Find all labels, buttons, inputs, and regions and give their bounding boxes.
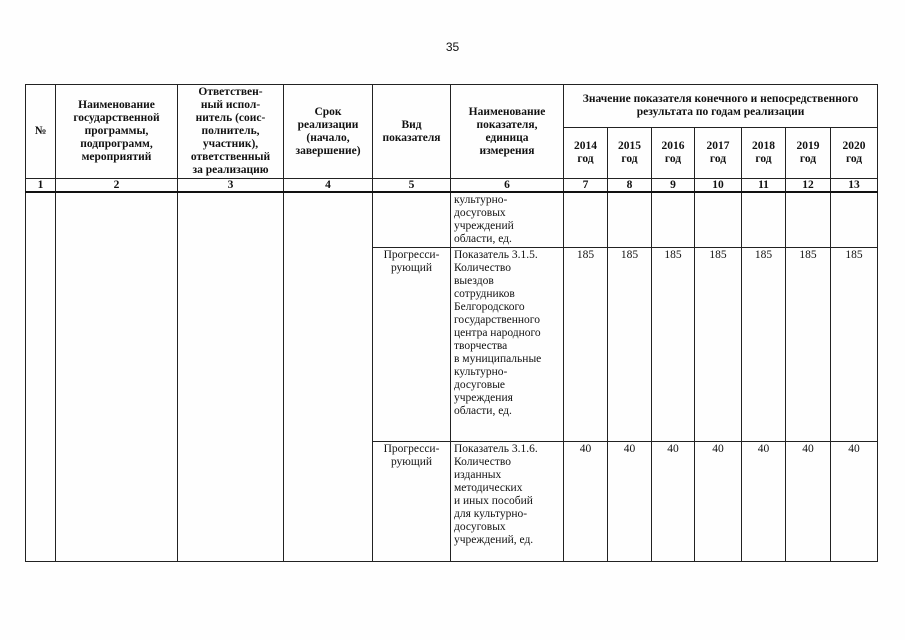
cell-value: 40 [786,442,831,562]
cell-indicator-type: Прогресси- рующий [373,442,451,562]
cell-period [284,192,373,562]
cell-program-name [56,192,178,562]
cell-value: 185 [695,248,742,442]
cell-value [608,192,652,248]
cell-value [695,192,742,248]
cell-indicator-name: Показатель 3.1.5. Количество выездов сотрудников Белгородского государственного центра народного творчества в муниципальные культурно- досуговые учреждения области, ед. [451,248,564,442]
column-number: 9 [652,179,695,193]
cell-value: 185 [742,248,786,442]
cell-indicator-name: культурно- досуговых учреждений области, ед. [451,192,564,248]
header-year-2019: 2019 год [786,127,831,178]
header-period: Срок реализации (начало, завершение) [284,85,373,179]
header-year-2015: 2015 год [608,127,652,178]
cell-value: 40 [652,442,695,562]
cell-value [831,192,878,248]
cell-indicator-type: Прогресси- рующий [373,248,451,442]
cell-value [652,192,695,248]
column-number: 3 [178,179,284,193]
cell-value [564,192,608,248]
cell-value: 40 [742,442,786,562]
column-number-row [26,179,878,193]
cell-value: 185 [608,248,652,442]
cell-value: 185 [564,248,608,442]
cell-value: 185 [786,248,831,442]
cell-responsible [178,192,284,562]
cell-indicator-name: Показатель 3.1.6. Количество изданных методических и иных пособий для культурно- досуговых учреждений, ед. [451,442,564,562]
header-year-2014: 2014 год [564,127,608,178]
column-number: 4 [284,179,373,193]
cell-value: 40 [695,442,742,562]
column-number: 8 [608,179,652,193]
header-year-2016: 2016 год [652,127,695,178]
header-indicator-name: Наименование показателя, единица измерения [451,85,564,179]
column-number: 2 [56,179,178,193]
indicator-table [25,84,878,562]
column-number: 5 [373,179,451,193]
cell-value: 185 [652,248,695,442]
table-row [26,192,878,248]
page-number: 35 [445,40,460,54]
header-year-2018: 2018 год [742,127,786,178]
cell-value [742,192,786,248]
column-number: 7 [564,179,608,193]
cell-value: 40 [564,442,608,562]
column-number: 10 [695,179,742,193]
cell-value: 40 [831,442,878,562]
cell-value [786,192,831,248]
header-values-group: Значение показателя конечного и непосредственного результата по годам реализации [564,85,878,128]
cell-indicator-type [373,192,451,248]
header-program-name: Наименование государственной программы, подпрограмм, мероприятий [56,85,178,179]
header-indicator-type: Вид показателя [373,85,451,179]
column-number: 1 [26,179,56,193]
column-number: 12 [786,179,831,193]
header-year-2020: 2020 год [831,127,878,178]
header-year-2017: 2017 год [695,127,742,178]
column-number: 11 [742,179,786,193]
column-number: 13 [831,179,878,193]
cell-value: 40 [608,442,652,562]
header-responsible: Ответствен- ный испол- нитель (соис- полнитель, участник), ответственный за реализацию [178,85,284,179]
cell-value: 185 [831,248,878,442]
header-number: № [26,85,56,179]
cell-number [26,192,56,562]
column-number: 6 [451,179,564,193]
